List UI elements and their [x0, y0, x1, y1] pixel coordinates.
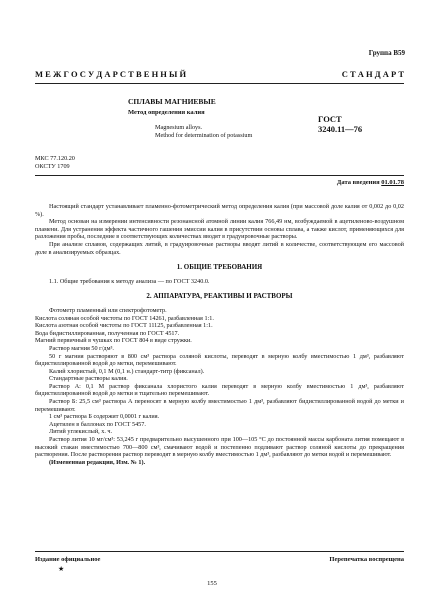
list-item: Раствор Б: 25,5 см³ раствора А переносят в мерную колбу вместимостью 1 дм³, разбавляют бидистиллированной водой до метки и перемешивают.	[35, 398, 404, 413]
paragraph: Метод основан на измерении интенсивности резонансной атомной линии калия 766,49 нм, возбуждаемой в ацетиленово-воздушном пламени. Для устранения эффекта частичного гашения эмиссии калия в присутствии основы сплава, а также кислот, применяющихся для разложения пробы, последние в соответствующих количествах вводят в градуировочные растворы.	[35, 218, 404, 241]
list-item: Раствор А: 0,1 М раствор фиксанала хлористого калия переводят в мерную колбу вместимостью 1 дм³, разбавляют бидистиллированной водой до метки и тщательно перемешивают.	[35, 382, 404, 398]
edition-label: Издание официальное	[35, 556, 101, 563]
banner-left: М Е Ж Г О С У Д А Р С Т В Е Н Н Ы Й	[35, 69, 187, 79]
section-heading-2: 2. АППАРАТУРА, РЕАКТИВЫ И РАСТВОРЫ	[146, 292, 293, 301]
list-item: Фотометр пламенный или спектрофотометр.	[49, 306, 167, 314]
date-value: 01.01.78	[381, 179, 404, 186]
divider-date	[35, 175, 404, 176]
amendment-note: (Измененная редакция, Изм. № 1).	[49, 458, 146, 466]
list-item: Литий углекислый, х. ч.	[49, 428, 113, 436]
reprint-label: Перепечатка воспрещена	[329, 556, 404, 563]
english-title-line2: Method for determination of potassium	[155, 131, 253, 139]
group-code: Группа В59	[368, 49, 405, 57]
english-title-line1: Magnesium alloys.	[155, 124, 203, 131]
list-item: Кислота соляная особой чистоты по ГОСТ 14261, разбавленная 1:1.	[35, 314, 214, 322]
section-heading-1: 1. ОБЩИЕ ТРЕБОВАНИЯ	[176, 263, 263, 272]
divider-top	[35, 83, 404, 84]
standard-banner	[35, 69, 404, 79]
divider-footer	[35, 551, 404, 552]
document-title: СПЛАВЫ МАГНИЕВЫЕ	[128, 97, 216, 106]
list-item: 1 см³ раствора Б содержит 0,0001 г калия.	[49, 413, 160, 421]
mks-code: МКС 77.120.20	[35, 155, 75, 162]
list-item: Ацетилен в баллонах по ГОСТ 5457.	[49, 420, 146, 428]
english-title	[155, 124, 252, 139]
gost-number	[318, 114, 362, 134]
document-body	[35, 203, 404, 466]
list-item: Вода бидистиллированная, полученная по ГОСТ 4517.	[35, 329, 180, 337]
paragraph: 1.1. Общие требования к методу анализа — по ГОСТ 3240.0.	[49, 277, 210, 285]
effective-date	[337, 179, 404, 186]
date-label: Дата введения	[336, 179, 380, 186]
paragraph: При анализе сплавов, содержащих литий, в градуировочные растворы вводят литий в количестве, соответствующем его массовой доле в анализируемых образцах.	[35, 240, 404, 256]
list-item: Раствор магния 50 г/дм³.	[49, 344, 114, 352]
list-item: 50 г магния растворяют в 800 см³ раствора соляной кислоты, переводят в мерную колбу вместимостью 1 дм³, разбавляют бидистиллированной водой до метки, перемешивают.	[35, 352, 404, 368]
list-item: Раствор лития 10 мг/см³: 53,245 г предварительно высушенного при 100—105 °С до постоянной массы карбоната лития помещают в высокий стакан вместимостью 700—800 см³, смачивают водой и постепенно подливают раствор соляной кислоты до прекращения растворения. После растворения раствор переводят в мерную колбу вместимостью 1 дм³, разбавляют до метки водой и перемешивают.	[35, 436, 404, 459]
list-item: Магний первичный в чушках по ГОСТ 804 в виде стружки.	[35, 337, 192, 345]
page-number: 155	[207, 580, 217, 587]
gost-label: ГОСТ	[318, 114, 342, 124]
list-item: Калий хлористый, 0,1 М (0,1 н.) стандарт-титр (фиксанал).	[49, 367, 205, 375]
list-item: Кислота азотная особой чистоты по ГОСТ 11125, разбавленная 1:1.	[35, 322, 213, 330]
document-subtitle: Метод определения калия	[128, 109, 205, 116]
star-icon: ★	[58, 565, 65, 573]
classification-codes	[35, 155, 75, 170]
paragraph: Настоящий стандарт устанавливает пламенно-фотометрический метод определения калия (при массовой доле калия от 0,002 до 0,02 %).	[35, 203, 404, 218]
list-item: Стандартные растворы калия.	[49, 375, 128, 383]
okstu-code: ОКСТУ 1709	[35, 162, 70, 170]
gost-code: 3240.11—76	[318, 124, 363, 134]
banner-right: С Т А Н Д А Р Т	[341, 69, 404, 79]
